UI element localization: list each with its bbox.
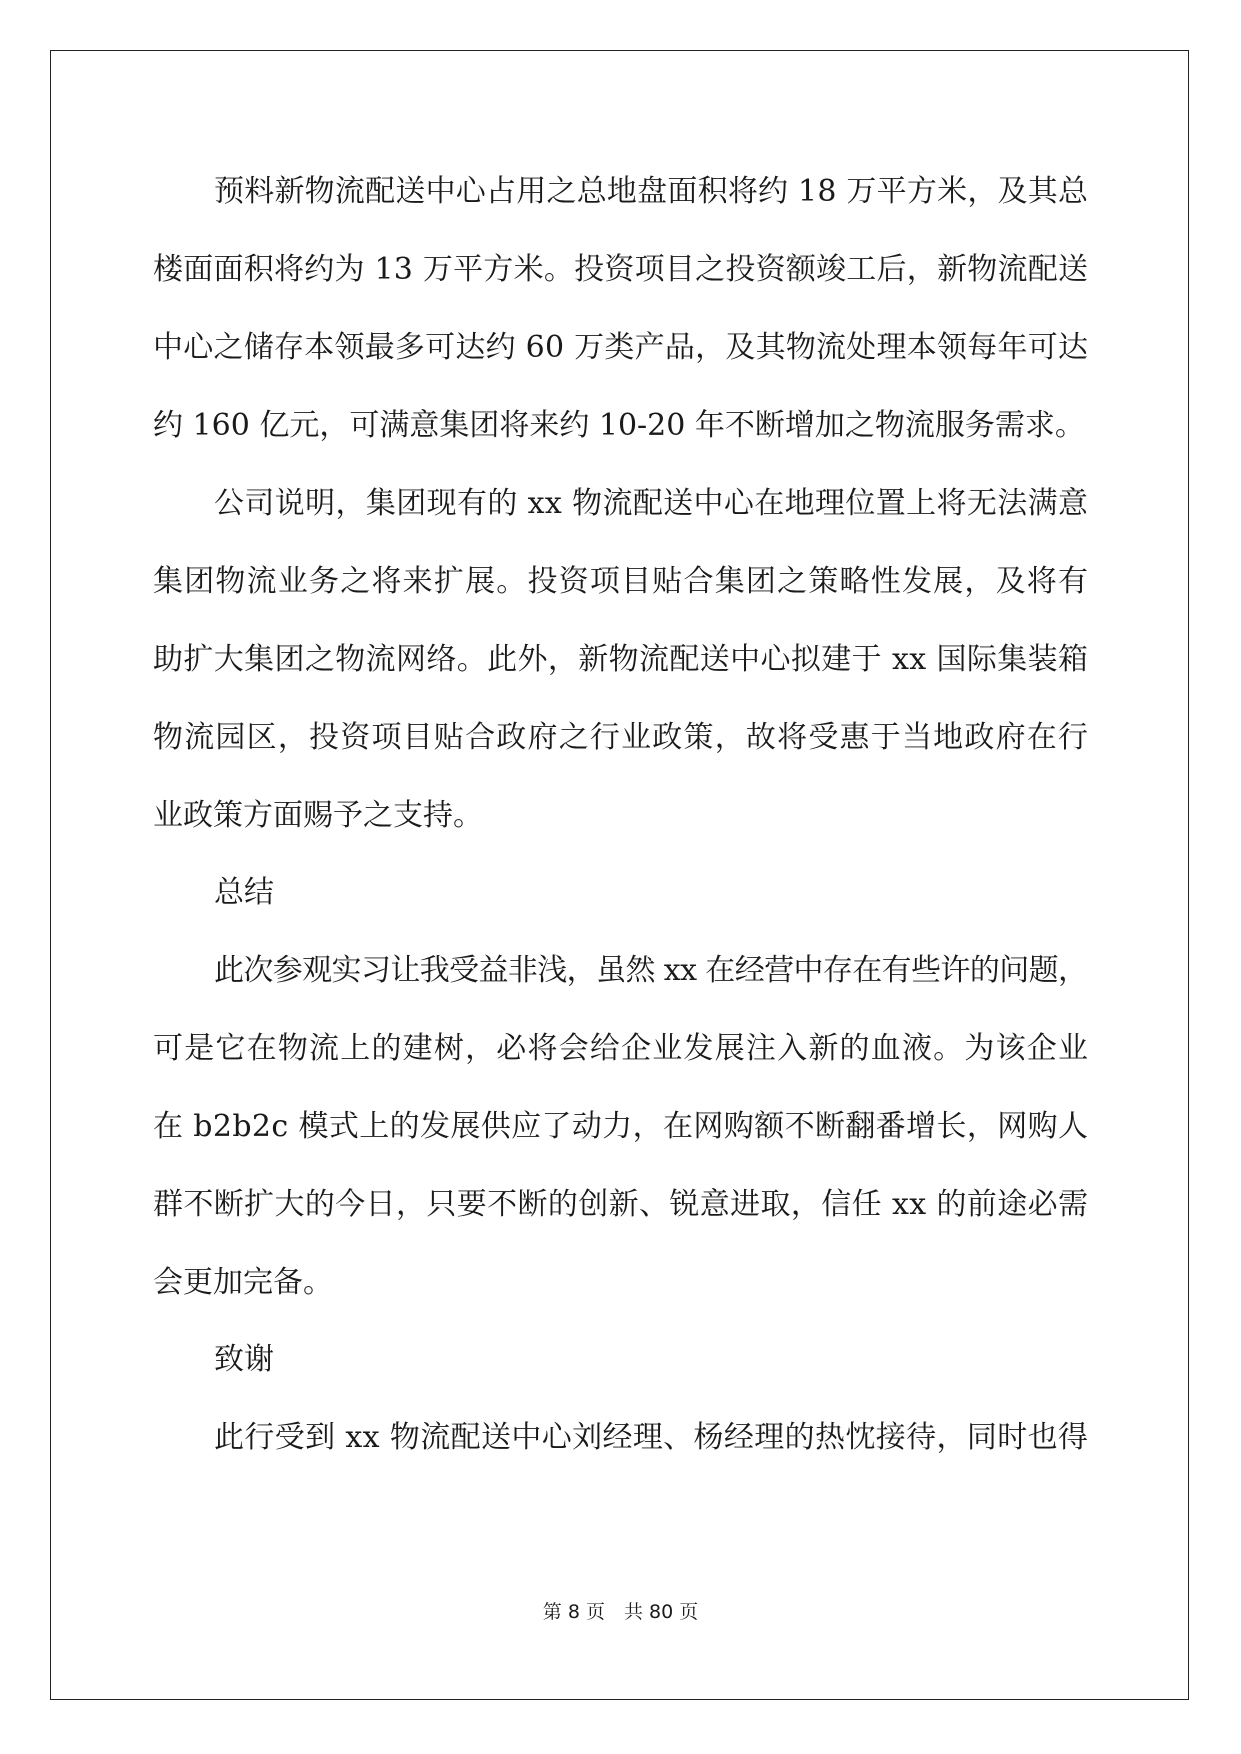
paragraph-line: 可是它在物流上的建树，必将会给企业发展注入新的血液。为该企业 [153,1031,1090,1066]
paragraph-line: 集团物流业务之将来扩展。投资项目贴合集团之策略性发展，及将有 [153,564,1090,599]
paragraph-line: 预料新物流配送中心占用之总地盘面积将约 18 万平方米，及其总 [214,174,1089,209]
paragraph-line: 公司说明，集团现有的 xx 物流配送中心在地理位置上将无法满意 [214,486,1089,521]
page-number-footer: 第 8 页 共 80 页 [542,1601,699,1623]
paragraph-line: 业政策方面赐予之支持。 [153,798,483,833]
paragraph-line: 会更加完备。 [153,1265,333,1300]
paragraph-line: 此行受到 xx 物流配送中心刘经理、杨经理的热忱接待，同时也得 [214,1420,1089,1455]
paragraph-line: 在 b2b2c 模式上的发展供应了动力，在网购额不断翻番增长，网购人 [153,1109,1089,1144]
paragraph-line: 约 160 亿元，可满意集团将来约 10-20 年不断增加之物流服务需求。 [153,408,1085,443]
paragraph-line: 物流园区，投资项目贴合政府之行业政策，故将受惠于当地政府在行 [153,720,1090,755]
paragraph-line: 楼面面积将约为 13 万平方米。投资项目之投资额竣工后，新物流配送 [153,252,1089,287]
paragraph-line: 群不断扩大的今日，只要不断的创新、锐意进取，信任 xx 的前途必需 [153,1187,1089,1222]
section-heading: 总结 [214,875,274,910]
paragraph-line: 此次参观实习让我受益非浅，虽然 xx 在经营中存在有些许的问题， [214,953,1088,988]
paragraph-line: 助扩大集团之物流网络。此外，新物流配送中心拟建于 xx 国际集装箱 [153,642,1089,677]
paragraph-line: 中心之储存本领最多可达约 60 万类产品，及其物流处理本领每年可达 [153,330,1089,365]
section-heading: 致谢 [214,1342,274,1377]
